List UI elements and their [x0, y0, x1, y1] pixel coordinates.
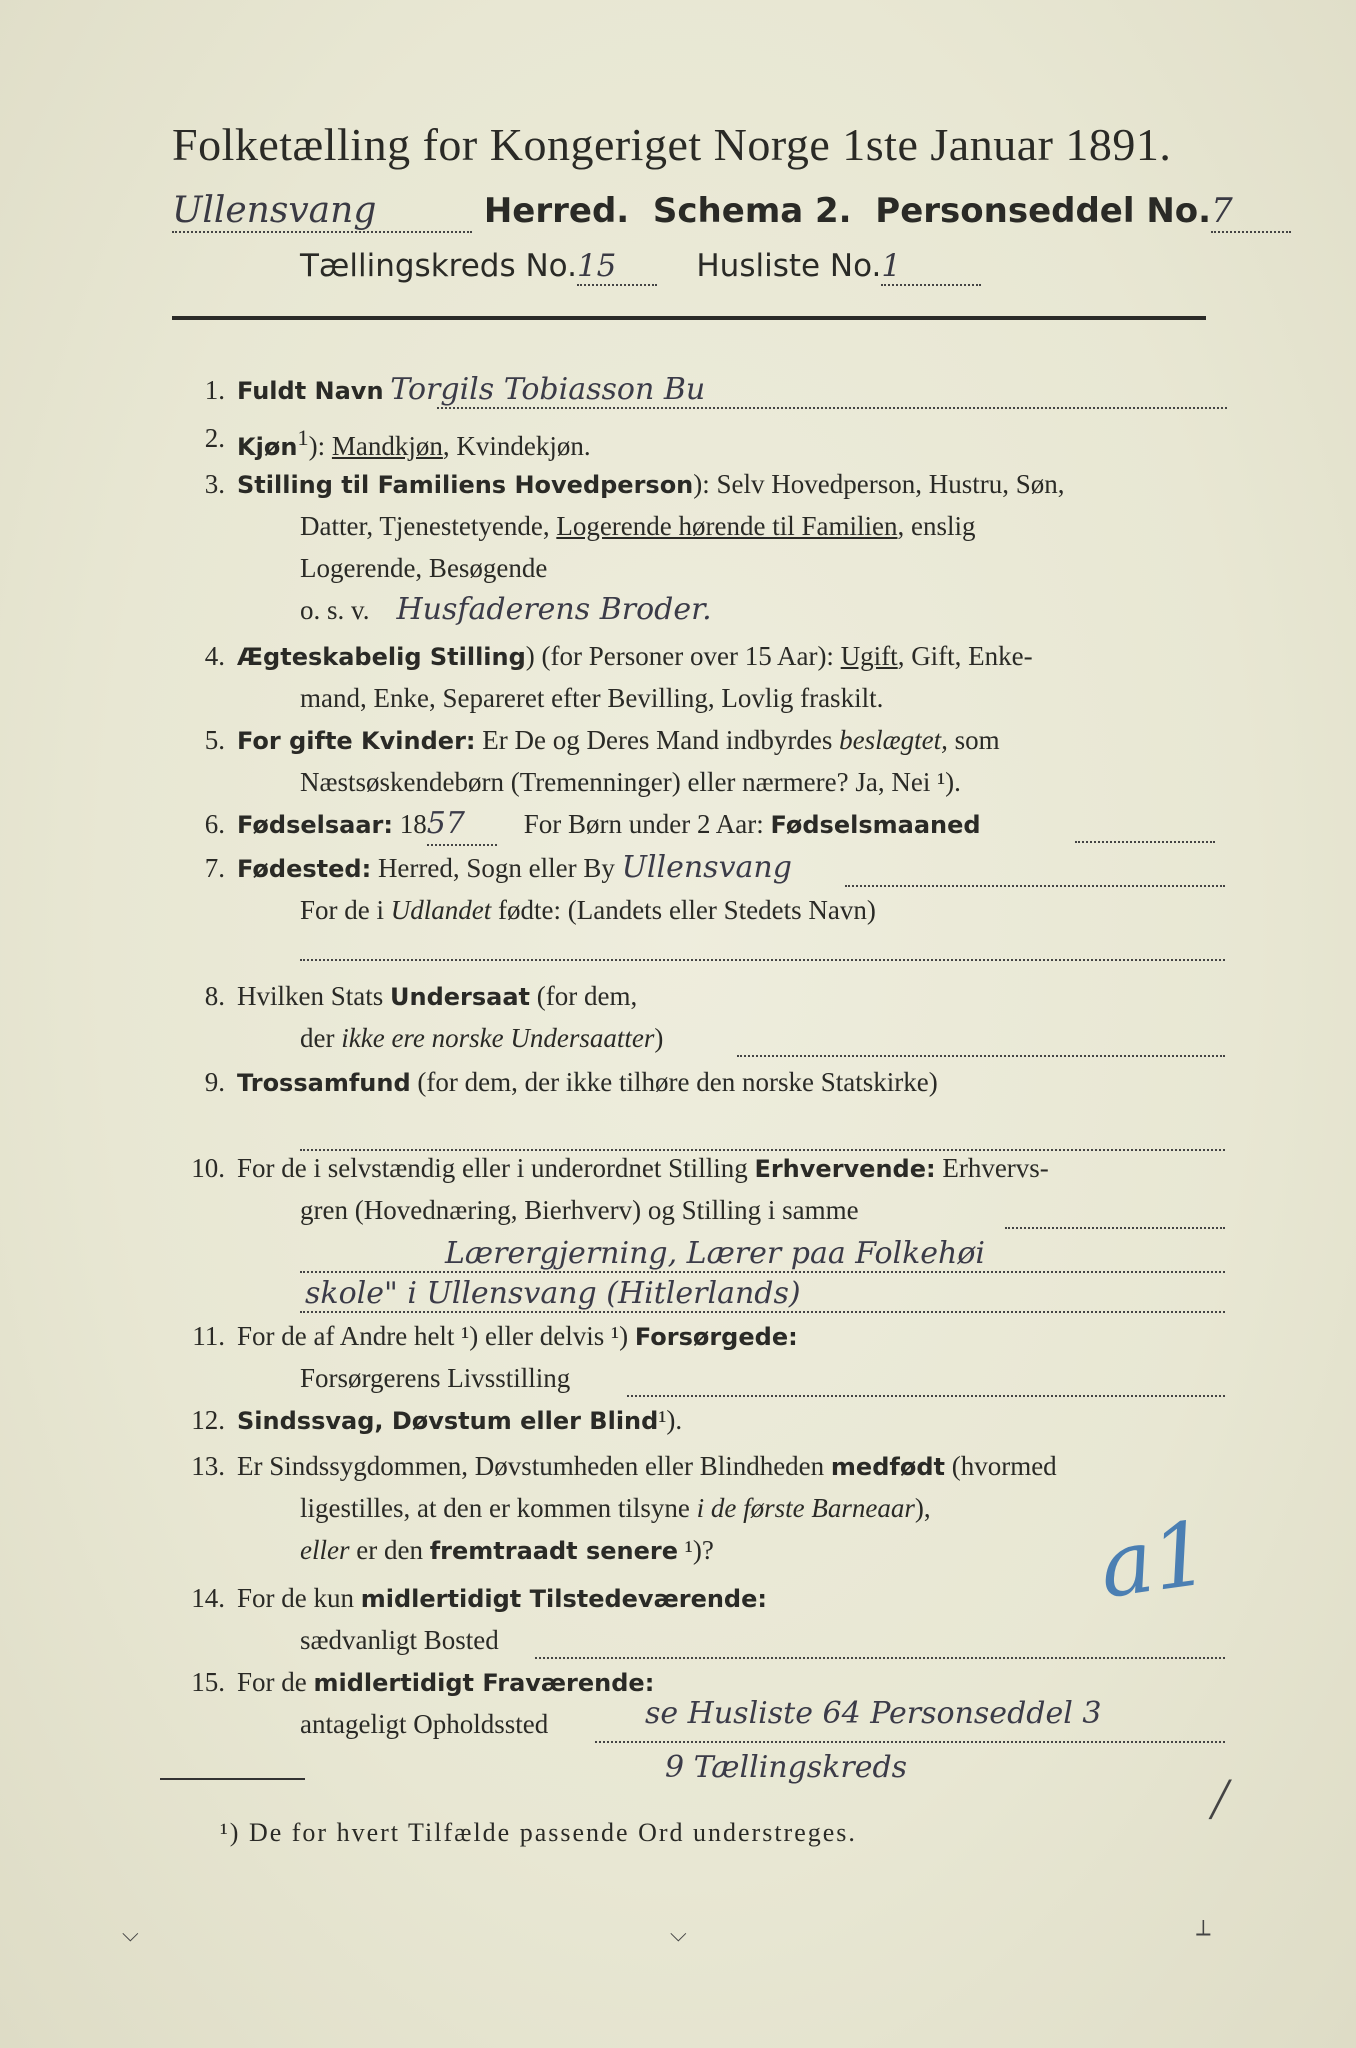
congenital-line2a: ligestilles, at den er kommen tilsyne	[300, 1493, 697, 1523]
personseddel-value: 7	[1211, 191, 1233, 231]
married-women-line2: Næstsøskendebørn (Tremenninger) eller nærmere? Ja, Nei ¹).	[300, 767, 961, 797]
occupation-answer-1: Lærergjerning, Lærer paa Folkehøi	[445, 1236, 986, 1271]
herred-line	[172, 190, 1233, 236]
family-position-line2a: Datter, Tjenestetyende,	[300, 511, 557, 541]
name-label: Fuldt Navn	[237, 377, 384, 405]
usual-residence-label: sædvanligt Bosted	[300, 1625, 499, 1655]
birth-year-value: 57	[426, 806, 465, 841]
birth-year-prefix: 18	[399, 809, 427, 839]
religion-line1: (for dem, der ikke tilhøre den norske Statskirke)	[410, 1067, 938, 1097]
form-title: Folketælling for Kongeriget Norge 1ste Januar 1891.	[172, 119, 1172, 170]
abroad-line-a: For de i	[300, 895, 391, 925]
question-number: 4.	[204, 641, 225, 671]
question-number: 13.	[191, 1451, 225, 1481]
footnote-mark: ¹).	[658, 1405, 683, 1435]
question-10	[165, 1148, 1225, 1311]
birth-year-label: Fødselsaar:	[237, 811, 393, 839]
husliste-label: Husliste No.	[696, 248, 882, 284]
gender-label: Kjøn	[237, 433, 298, 461]
citizenship-line1a: Hvilken Stats	[237, 981, 390, 1011]
question-number: 15.	[191, 1667, 225, 1697]
question-number: 12.	[191, 1405, 225, 1435]
occupation-fill-line-1	[1005, 1226, 1225, 1229]
religion-label: Trossamfund	[237, 1069, 411, 1097]
kreds-label: Tællingskreds No.	[300, 248, 577, 284]
occupation-answer-2: skole" i Ullensvang (Hitlerlands)	[305, 1276, 801, 1311]
question-number: 8.	[204, 981, 225, 1011]
occupation-line2: gren (Hovednæring, Bierhverv) og Stilling i samme	[300, 1195, 859, 1225]
citizenship-italic: ikke ere norske Undersaatter	[341, 1023, 655, 1053]
family-position-line3: Logerende, Besøgende	[300, 553, 548, 583]
question-number: 5.	[204, 725, 225, 755]
corner-mark-icon: ⌵	[122, 1922, 139, 1947]
probable-residence-label: antageligt Opholdssted	[300, 1709, 549, 1739]
family-position-selected: Logerende hørende til Familien	[556, 511, 898, 541]
question-number: 7.	[204, 853, 225, 883]
personseddel-label: Personseddel No.	[875, 191, 1212, 231]
herred-value: Ullensvang	[172, 190, 377, 231]
census-form-page: Folketælling for Kongeriget Norge 1ste Januar 1891. Ullensvang Herred. Schema 2. Personseddel No.7 Tællingskreds No.15 Husliste No.1 1. Fuldt Navn Torgils Tobiasson Bu 2. Kjøn$^1$): Mandkjøn, Kvindekjøn. 3. Stilling til Familiens Hovedperson): Selv Hovedperson, Hustru, Søn, Datter, Tjenestetyende, Logerende hørende til Familien, enslig Logerende, Besøgende o. s. v. Husfaderens Broder. 4. Ægteskabelig Stilling) (for Personer over 15 Aar): Ugift, Gift, Enke- mand, Enke, Separeret efter Bevilling, Lovlig fraskilt. 5. For gifte Kvinder: Er De og Deres Mand indbyrdes beslægtet, som Næstsøskendebørn (Tremenninger) eller nærmere? Ja, Nei ¹). 6. Fødselsaar: 1857 For Børn under 2 Aar: Fødselsmaaned 7. Fødested: Herred, Sogn eller By Ullensvang For de i Udlandet fødte: (Landets eller Stedets Navn) 8. Hvilken Stats Undersaat (for dem, der ikke ere norske Undersaatter) 9. Trossamfund (for dem, der ikke tilhøre den norske Statskirke) 10. For de i selvstændig eller i underordnet Stilling Erhvervende: Erhvervs- gren (Hovednæring, Bierhverv) og Stilling i samme Lærergjerning, Lærer paa Folkehøi skole" i Ullensvang (Hitlerlands) 11. For de af Andre helt ¹) eller delvis ¹) Forsørgede: Forsørgerens Livsstilling 12. Sindssvag, Døvstum eller Blind¹). 13. Er Sindssygdommen, Døvstumheden eller Blindheden medfødt (hvormed ligestilles, at den er kommen tilsyne i de første Barneaar), eller er den fremtraadt senere ¹)? 14. For de kun midlertidigt Tilstedeværende: sædvanligt Bosted 15. For de midlertidigt Fraværende: antageligt Opholdssted se Husliste 64 Personseddel 3 9 Tællingskreds ¹) De for hvert Tilfælde passende Ord understreges. a1 ╱ ⌵ ⌵ ⟂	[0, 0, 1356, 2048]
citizenship-fill-line	[737, 1054, 1225, 1057]
citizenship-line2a: der	[300, 1023, 342, 1053]
question-number: 1.	[204, 375, 225, 405]
question-15	[165, 1662, 1225, 1785]
birthplace-label: Fødested:	[237, 855, 372, 883]
question-number: 10.	[191, 1153, 225, 1183]
question-3	[165, 464, 1225, 634]
married-women-related: beslægtet,	[839, 725, 948, 755]
citizenship-line2b: )	[654, 1023, 664, 1053]
later-onset-label: fremtraadt senere	[429, 1537, 679, 1565]
later-italic: eller	[300, 1535, 350, 1565]
marital-status-line1: ) (for Personer over 15 Aar):	[525, 641, 841, 671]
abroad-fill-line	[300, 958, 1225, 961]
temporary-absent-line1a: For de	[237, 1667, 314, 1697]
married-women-tail: som	[947, 725, 1000, 755]
dependent-line1a: For de af Andre helt ¹) eller delvis ¹)	[237, 1321, 635, 1351]
congenital-line1b: (hvormed	[944, 1451, 1057, 1481]
blue-stamp-mark: a1	[1093, 1500, 1216, 1619]
name-fill-line	[437, 406, 1227, 409]
temporary-present-line1a: For de kun	[237, 1583, 361, 1613]
header-rule	[172, 316, 1206, 320]
footnote-mark: 1	[297, 425, 309, 450]
congenital-line2b: ),	[914, 1493, 931, 1523]
later-line3b: ¹)?	[678, 1535, 714, 1565]
question-number: 9.	[204, 1067, 225, 1097]
question-7	[165, 848, 1225, 958]
birthplace-fill-line	[845, 884, 1225, 887]
family-position-line4: o. s. v.	[300, 595, 370, 625]
kreds-value: 15	[576, 248, 617, 284]
schema-label: Schema 2.	[652, 191, 852, 231]
birth-month-label: Fødselsmaaned	[770, 811, 981, 839]
marital-status-label: Ægteskabelig Stilling	[237, 643, 526, 671]
check-mark-icon: ╱	[1210, 1780, 1231, 1820]
birth-month-fill-line	[1075, 840, 1215, 843]
abroad-label: Udlandet	[390, 895, 492, 925]
occupation-fill-line-3	[300, 1310, 1225, 1313]
right-mark-icon: ⟂	[1196, 1916, 1211, 1941]
marital-status-tail: , Gift, Enke-	[897, 641, 1033, 671]
occupation-line1b: Erhvervs-	[935, 1153, 1049, 1183]
question-number: 3.	[204, 469, 225, 499]
marital-status-selected: Ugift	[840, 641, 898, 671]
married-women-line1: Er De og Deres Mand indbyrdes	[475, 725, 840, 755]
question-13	[165, 1446, 1225, 1576]
usual-residence-fill-line	[535, 1656, 1225, 1659]
husliste-value: 1	[881, 248, 902, 284]
question-number: 14.	[191, 1583, 225, 1613]
occupation-line1a: For de i selvstændig eller i underordnet Stilling	[237, 1153, 755, 1183]
birthplace-answer: Ullensvang	[621, 850, 792, 885]
citizenship-label: Undersaat	[390, 983, 531, 1011]
family-position-answer: Husfaderens Broder.	[396, 592, 712, 627]
probable-residence-answer-2: 9 Tællingskreds	[665, 1750, 908, 1785]
congenital-line1a: Er Sindssygdommen, Døvstumheden eller Blindheden	[237, 1451, 831, 1481]
gender-option-female: , Kvindekjøn.	[442, 431, 591, 461]
abroad-line-b: fødte: (Landets eller Stedets Navn)	[491, 895, 876, 925]
citizenship-line1b: (for dem,	[530, 981, 638, 1011]
birthplace-line1: Herred, Sogn eller By	[371, 853, 615, 883]
gender-option-male: Mandkjøn	[331, 431, 443, 461]
probable-residence-fill-line	[595, 1740, 1225, 1743]
family-position-line1: ): Selv Hovedperson, Hustru, Søn,	[693, 469, 1065, 499]
family-position-line2b: , enslig	[897, 511, 976, 541]
occupation-label: Erhvervende:	[754, 1155, 936, 1183]
temporary-present-label: midlertidigt Tilstedeværende:	[360, 1585, 767, 1613]
question-number: 6.	[204, 809, 225, 839]
provider-fill-line	[627, 1394, 1225, 1397]
probable-residence-answer-1: se Husliste 64 Personseddel 3	[645, 1696, 1102, 1731]
marital-status-line2: mand, Enke, Separeret efter Bevilling, Lovlig fraskilt.	[300, 683, 884, 713]
question-number: 2.	[204, 423, 225, 453]
provider-occupation-label: Forsørgerens Livsstilling	[300, 1363, 571, 1393]
birth-month-intro: For Børn under 2 Aar:	[523, 809, 764, 839]
occupation-fill-line-2	[300, 1270, 1225, 1273]
name-answer: Torgils Tobiasson Bu	[390, 372, 706, 407]
disability-label: Sindssvag, Døvstum eller Blind	[237, 1407, 659, 1435]
married-women-label: For gifte Kvinder:	[237, 727, 476, 755]
question-number: 11.	[192, 1321, 225, 1351]
family-position-label: Stilling til Familiens Hovedperson	[237, 471, 694, 499]
center-mark-icon: ⌵	[670, 1922, 687, 1947]
footnote: ¹) De for hvert Tilfælde passende Ord understreges.	[220, 1818, 857, 1847]
later-line3a: er den	[349, 1535, 430, 1565]
kreds-line	[300, 248, 1100, 288]
congenital-label: medfødt	[830, 1453, 945, 1481]
dependent-label: Forsørgede:	[634, 1323, 798, 1351]
temporary-absent-label: midlertidigt Fraværende:	[313, 1669, 655, 1697]
footnote-rule	[160, 1778, 305, 1780]
herred-label: Herred.	[483, 191, 630, 231]
congenital-italic: i de første Barneaar	[696, 1493, 915, 1523]
